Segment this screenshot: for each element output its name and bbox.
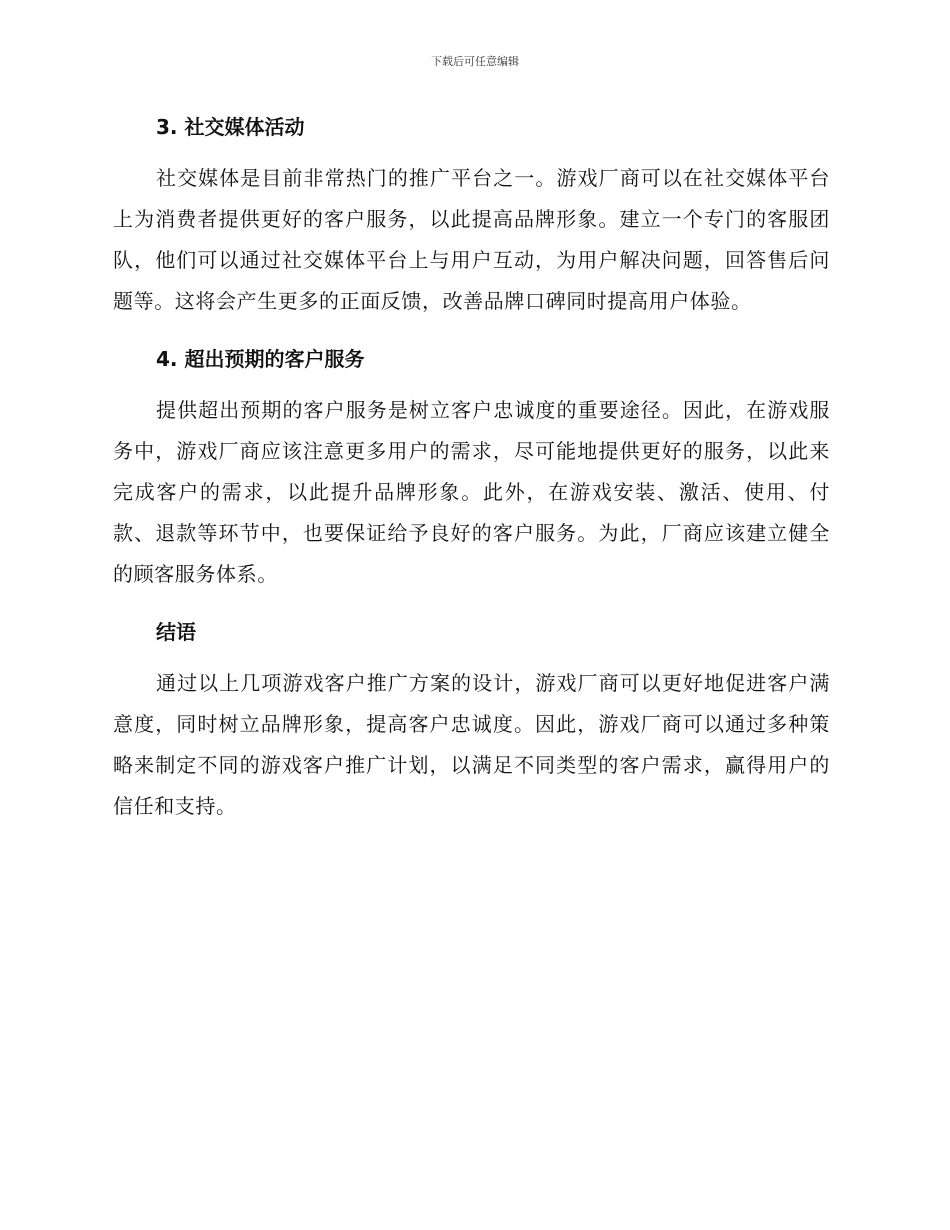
document-body xyxy=(113,106,830,827)
spacer xyxy=(113,653,830,663)
section-heading-customer-service: 4. 超出预期的客户服务 xyxy=(156,347,365,371)
spacer xyxy=(113,595,830,611)
page-header-note: 下载后可任意编辑 xyxy=(431,55,519,68)
section-paragraph-conclusion: 通过以上几项游戏客户推广方案的设计，游戏厂商可以更好地促进客户满意度，同时树立品牌形象，提高客户忠诚度。因此，游戏厂商可以通过多种策略来制定不同的游戏客户推广计划，以满足不同类型的客户需求，赢得用户的信任和支持。 xyxy=(113,671,830,818)
section-paragraph-customer-service: 提供超出预期的客户服务是树立客户忠诚度的重要途径。因此，在游戏服务中，游戏厂商应该注意更多用户的需求，尽可能地提供更好的服务，以此来完成客户的需求，以此提升品牌形象。此外，在游戏安装、激活、使用、付款、退款等环节中，也要保证给予良好的客户服务。为此，厂商应该建立健全的顾客服务体系。 xyxy=(113,398,830,586)
section-heading-conclusion: 结语 xyxy=(156,620,196,644)
section-paragraph-social-media: 社交媒体是目前非常热门的推广平台之一。游戏厂商可以在社交媒体平台上为消费者提供更好的客户服务，以此提高品牌形象。建立一个专门的客服团队，他们可以通过社交媒体平台上与用户互动，为用户解决问题，回答售后问题等。这将会产生更多的正面反馈，改善品牌口碑同时提高用户体验。 xyxy=(113,166,830,313)
spacer xyxy=(113,322,830,338)
spacer xyxy=(113,380,830,390)
section-heading-social-media: 3. 社交媒体活动 xyxy=(156,115,305,139)
spacer xyxy=(113,148,830,158)
